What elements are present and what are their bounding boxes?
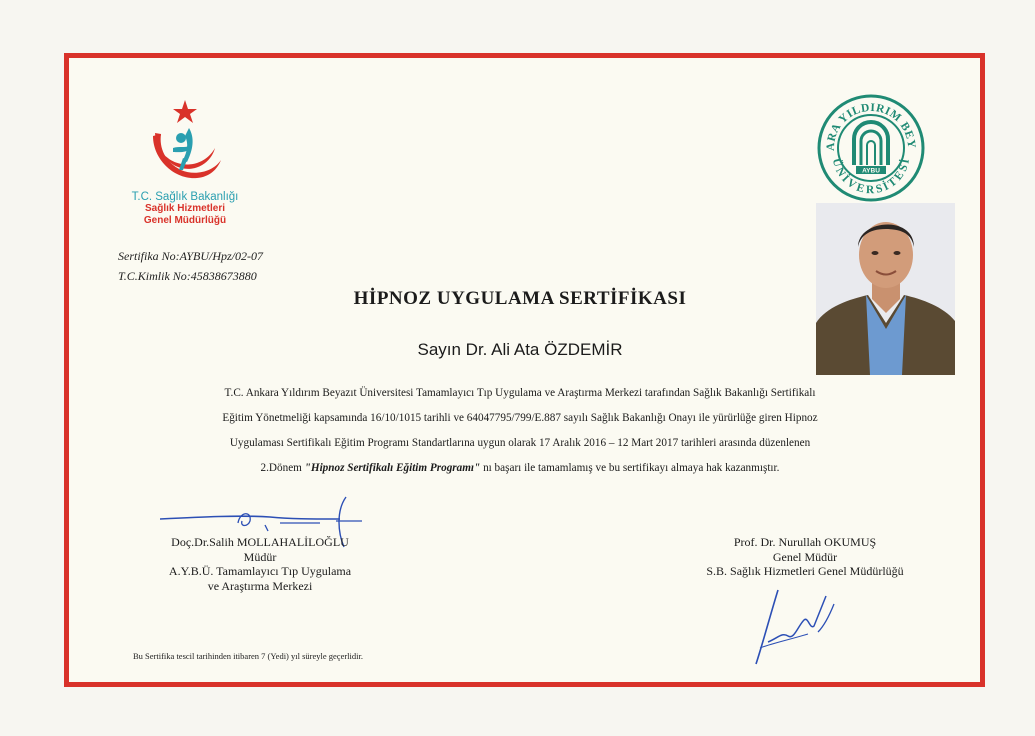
body-line-2: Eğitim Yönetmeliği kapsamında 16/10/1015 tarihli ve 64047795/799/E.887 sayılı Sağlık Bakanlığı Onayı ile yürürlüğe giren Hipnoz xyxy=(222,412,818,424)
portrait-photo xyxy=(816,203,955,375)
left-signatory-role: Müdür xyxy=(243,549,277,564)
seal-text-top: ARA YILDIRIM BEY xyxy=(824,101,918,152)
right-signatory-name: Prof. Dr. Nurullah OKUMUŞ xyxy=(733,535,877,549)
left-signatory-org-2: ve Araştırma Merkezi xyxy=(207,578,313,593)
left-signatory xyxy=(140,535,380,593)
body-line-4-prefix: 2.Dönem xyxy=(260,462,305,474)
seal-abbr: AYBU xyxy=(862,167,880,175)
left-signatory-org-1: A.Y.B.Ü. Tamamlayıcı Tıp Uygulama xyxy=(168,564,352,578)
ministry-name-line2: Sağlık Hizmetleri xyxy=(144,203,226,214)
body-line-3: Uygulaması Sertifikalı Eğitim Programı Standartlarına uygun olarak 17 Aralık 2016 – 12 Mart 2017 tarihleri arasında düzenlenen xyxy=(229,437,811,449)
validity-footnote: Bu Sertifika tescil tarihinden itibaren 7 (Yedi) yıl süreyle geçerlidir. xyxy=(133,651,363,661)
university-seal-icon xyxy=(816,93,926,203)
university-seal xyxy=(816,93,926,203)
certificate-body xyxy=(125,381,915,481)
seal-text-bottom: ÜNİVERSİTESİ xyxy=(829,157,913,197)
crescent-star-figure-icon xyxy=(145,98,225,190)
program-name: "Hipnoz Sertifikalı Eğitim Programı" xyxy=(304,462,481,474)
body-line-4 xyxy=(125,456,915,481)
recipient-name: Sayın Dr. Ali Ata ÖZDEMİR xyxy=(417,340,623,359)
left-signatory-name: Doç.Dr.Salih MOLLAHALİLOĞLU xyxy=(171,535,349,549)
ministry-logo xyxy=(120,98,250,238)
right-signature-ink xyxy=(748,586,848,666)
ministry-name-line3: Genel Müdürlüğü xyxy=(143,215,227,226)
right-signatory-role: Genel Müdür xyxy=(772,549,838,564)
id-number: T.C.Kimlik No:45838673880 xyxy=(118,269,257,283)
body-line-4-suffix: nı başarı ile tamamlamış ve bu sertifikayı almaya hak kazanmıştır. xyxy=(480,462,780,474)
body-line-1: T.C. Ankara Yıldırım Beyazıt Üniversitesi Tamamlayıcı Tıp Uygulama ve Araştırma Merkezi tarafından Sağlık Bakanlığı Sertifikalı xyxy=(224,387,816,399)
certificate-title: HİPNOZ UYGULAMA SERTİFİKASI xyxy=(353,288,687,309)
ministry-name-line1: T.C. Sağlık Bakanlığı xyxy=(131,191,239,203)
right-signatory-org-1: S.B. Sağlık Hizmetleri Genel Müdürlüğü xyxy=(706,564,904,578)
certificate-number: Sertifika No:AYBU/Hpz/02-07 xyxy=(118,249,263,263)
right-signatory xyxy=(675,535,935,579)
